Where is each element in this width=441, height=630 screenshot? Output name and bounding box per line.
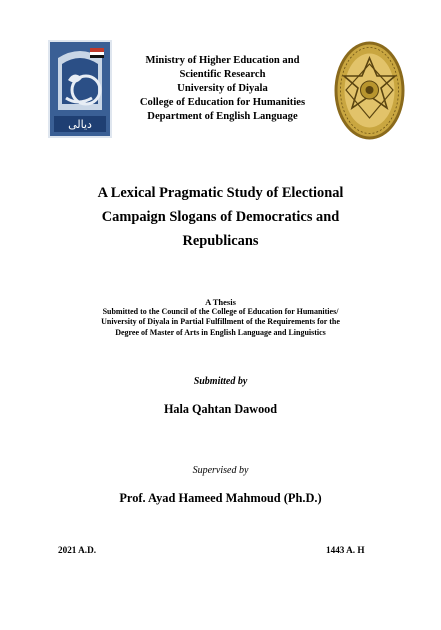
author-name: Hala Qahtan Dawood: [163, 402, 278, 416]
date-hijri: 1443 A. H: [326, 545, 365, 555]
department-line: Department of English Language: [147, 111, 298, 122]
thesis-description-line-2: University of Diyala in Partial Fulfillment of the Requirements for the: [101, 317, 340, 327]
title-line-1: A Lexical Pragmatic Study of Electional: [97, 185, 344, 201]
title-line-2: Campaign Slogans of Democratics and: [101, 209, 340, 225]
supervisor-name: Prof. Ayad Hameed Mahmoud (Ph.D.): [119, 491, 322, 505]
thesis-statement: [40, 297, 401, 338]
title-line-3: Republicans: [182, 233, 259, 249]
ministry-line-2: Scientific Research: [179, 69, 266, 80]
college-seal-emblem-icon: [333, 40, 406, 141]
university-of-diyala-logo-icon: [48, 40, 112, 138]
thesis-description-line-1: Submitted to the Council of the College of Education for Humanities/: [102, 307, 339, 317]
date-gregorian: 2021 A.D.: [58, 545, 97, 555]
institution-block: [115, 54, 330, 124]
thesis-title: [30, 181, 411, 253]
college-seal: [333, 40, 406, 141]
thesis-description-line-3: Degree of Master of Arts in English Language and Linguistics: [115, 327, 326, 337]
ministry-line-1: Ministry of Higher Education and: [145, 55, 300, 66]
thesis-label: A Thesis: [205, 297, 236, 307]
logo-arabic-text: ديالى: [68, 118, 92, 131]
university-logo: [48, 40, 112, 138]
supervised-by-label: Supervised by: [192, 465, 249, 476]
university-line: University of Diyala: [177, 83, 268, 94]
college-line: College of Education for Humanities: [139, 97, 306, 108]
submitted-by-label: Submitted by: [193, 376, 248, 387]
